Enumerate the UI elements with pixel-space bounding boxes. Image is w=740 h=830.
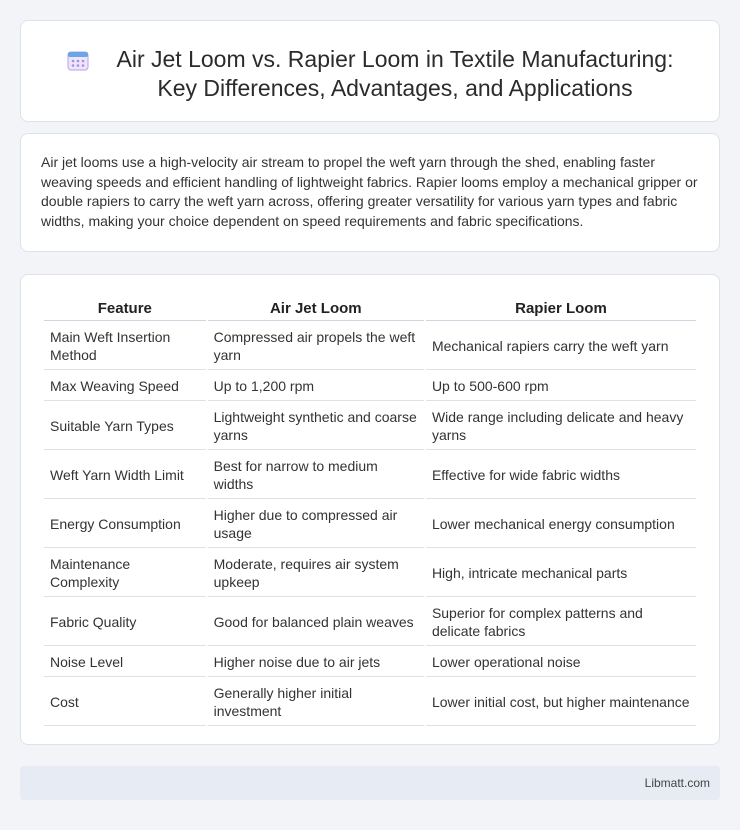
air-jet-cell: Good for balanced plain weaves [208, 599, 424, 646]
calendar-icon [67, 49, 89, 71]
rapier-cell: Mechanical rapiers carry the weft yarn [426, 323, 696, 370]
air-jet-cell: Higher noise due to air jets [208, 648, 424, 677]
air-jet-cell: Compressed air propels the weft yarn [208, 323, 424, 370]
air-jet-cell: Higher due to compressed air usage [208, 501, 424, 548]
air-jet-cell: Generally higher initial investment [208, 679, 424, 726]
rapier-cell: Lower operational noise [426, 648, 696, 677]
air-jet-cell: Up to 1,200 rpm [208, 372, 424, 401]
table-row [44, 501, 696, 548]
feature-cell: Cost [44, 679, 206, 726]
header-air-jet-loom: Air Jet Loom [208, 297, 424, 321]
comparison-table [42, 295, 698, 728]
feature-cell: Main Weft Insertion Method [44, 323, 206, 370]
feature-cell: Fabric Quality [44, 599, 206, 646]
table-row [44, 452, 696, 499]
feature-cell: Suitable Yarn Types [44, 403, 206, 450]
feature-cell: Weft Yarn Width Limit [44, 452, 206, 499]
page-title-line-1: Air Jet Loom vs. Rapier Loom in Textile Manufacturing: [116, 46, 674, 72]
rapier-cell: Lower initial cost, but higher maintenance [426, 679, 696, 726]
table-row [44, 550, 696, 597]
feature-cell: Energy Consumption [44, 501, 206, 548]
intro-paragraph: Air jet looms use a high-velocity air stream to propel the weft yarn through the shed, enabling faster weaving speeds and efficient handling of lightweight fabrics. Rapier looms employ a mechanical gripper or double rapiers to carry the weft yarn across, offering greater versatility for various yarn types and fabric widths, making your choice dependent on speed requirements and fabric specifications. [41, 154, 698, 229]
rapier-cell: Effective for wide fabric widths [426, 452, 696, 499]
intro-card [20, 133, 720, 252]
rapier-cell: Superior for complex patterns and delicate fabrics [426, 599, 696, 646]
rapier-cell: Lower mechanical energy consumption [426, 501, 696, 548]
table-row [44, 372, 696, 401]
comparison-card [20, 274, 720, 745]
title-card [20, 20, 720, 122]
table-row [44, 403, 696, 450]
rapier-cell: High, intricate mechanical parts [426, 550, 696, 597]
rapier-cell: Up to 500-600 rpm [426, 372, 696, 401]
header-rapier-loom: Rapier Loom [426, 297, 696, 321]
air-jet-cell: Lightweight synthetic and coarse yarns [208, 403, 424, 450]
air-jet-cell: Best for narrow to medium widths [208, 452, 424, 499]
feature-cell: Maintenance Complexity [44, 550, 206, 597]
feature-cell: Noise Level [44, 648, 206, 677]
rapier-cell: Wide range including delicate and heavy yarns [426, 403, 696, 450]
feature-cell: Max Weaving Speed [44, 372, 206, 401]
table-row [44, 648, 696, 677]
table-header-row [44, 297, 696, 321]
air-jet-cell: Moderate, requires air system upkeep [208, 550, 424, 597]
table-row [44, 679, 696, 726]
header-feature: Feature [44, 297, 206, 321]
page-title [117, 45, 674, 103]
page-title-line-2: Key Differences, Advantages, and Applications [157, 75, 633, 101]
table-row [44, 323, 696, 370]
footer-brand: Libmatt.com [644, 776, 710, 790]
table-row [44, 599, 696, 646]
footer [20, 766, 720, 800]
